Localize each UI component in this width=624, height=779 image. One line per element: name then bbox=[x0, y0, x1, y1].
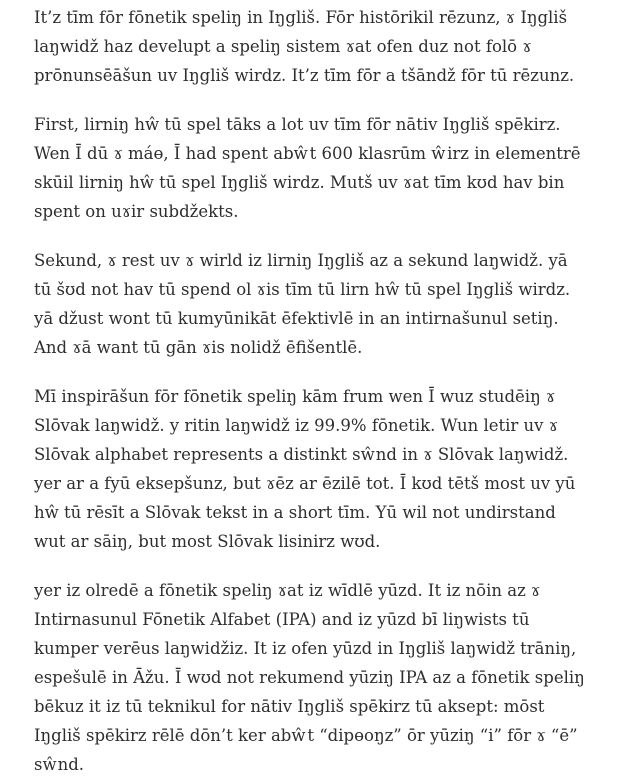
paragraph-second-reason: Sekund, ɤ rest uv ɤ wirld iz lirniŋ Iŋgliš az a sekund laŋwidž. yā tū šʊd not hav tū spend ol ɤis tīm tū lirn hŵ tū spel Iŋgliš wirdz. yā džust wont tū kumyūnikāt ēfektivlē in an intirnašunul setiŋ. And ɤā want tū gān ɤis nolidž ēfišentlē. bbox=[34, 251, 571, 357]
paragraph-slovak-inspiration: Mī inspirāšun fōr fōnetik speliŋ kām frum wen Ī wuz studēiŋ ɤ Slōvak laŋwidž. y ritin laŋwidž iz 99.9% fōnetik. Wun letir uv ɤ Slōvak alphabet represents a distinkt sŵnd in ɤ Slōvak laŋwidž. yer ar a fyū eksepšunz, but ɤēz ar ēzilē tot. Ī kʊd tētš most uv yū hŵ tū rēsīt a Slōvak tekst in a short tīm. Yū wil not undirstand wut ar sāiŋ, but most Slōvak lisinirz wʊd. bbox=[34, 387, 576, 551]
paragraph-ipa: yer iz olredē a fōnetik speliŋ ɤat iz wīdlē yūzd. It iz nōin az ɤ Intirnasunul Fōnetik Alfabet (IPA) and iz yūzd bī liŋwists tū kumper verēus laŋwidžiz. It iz ofen yūzd in Iŋgliš laŋwidž trāniŋ, espešulē in Āžu. Ī wʊd not rekumend yūziŋ IPA az a fōnetik speliŋ bēkuz it iz tū teknikul for nātiv Iŋgliš spēkirz tū aksept: mōst Iŋgliš spēkirz rēlē dōn’t ker abŵt “dipɵoŋz” ōr yūziŋ “i” fōr ɤ “ē” sŵnd. bbox=[34, 581, 585, 774]
paragraph-first-reason: First, lirniŋ hŵ tū spel tāks a lot uv tīm fōr nātiv Iŋgliš spēkirz. Wen Ī dū ɤ máɵ, Ī had spent abŵt 600 klasrūm ŵirz in elementrē skūil lirniŋ hŵ tū spel Iŋgliš wirdz. Mutš uv ɤat tīm kʊd hav bin spent on uɤir subdžekts. bbox=[34, 115, 581, 221]
paragraph-intro: It’z tīm fōr fōnetik speliŋ in Iŋgliš. Fōr histōrikil rēzunz, ɤ Iŋgliš laŋwidž haz develupt a speliŋ sistem ɤat ofen duz not folō ɤ prōnunsēāšun uv Iŋgliš wirdz. It’z tīm fōr a tšāndž fōr tū rēzunz. bbox=[34, 8, 575, 85]
